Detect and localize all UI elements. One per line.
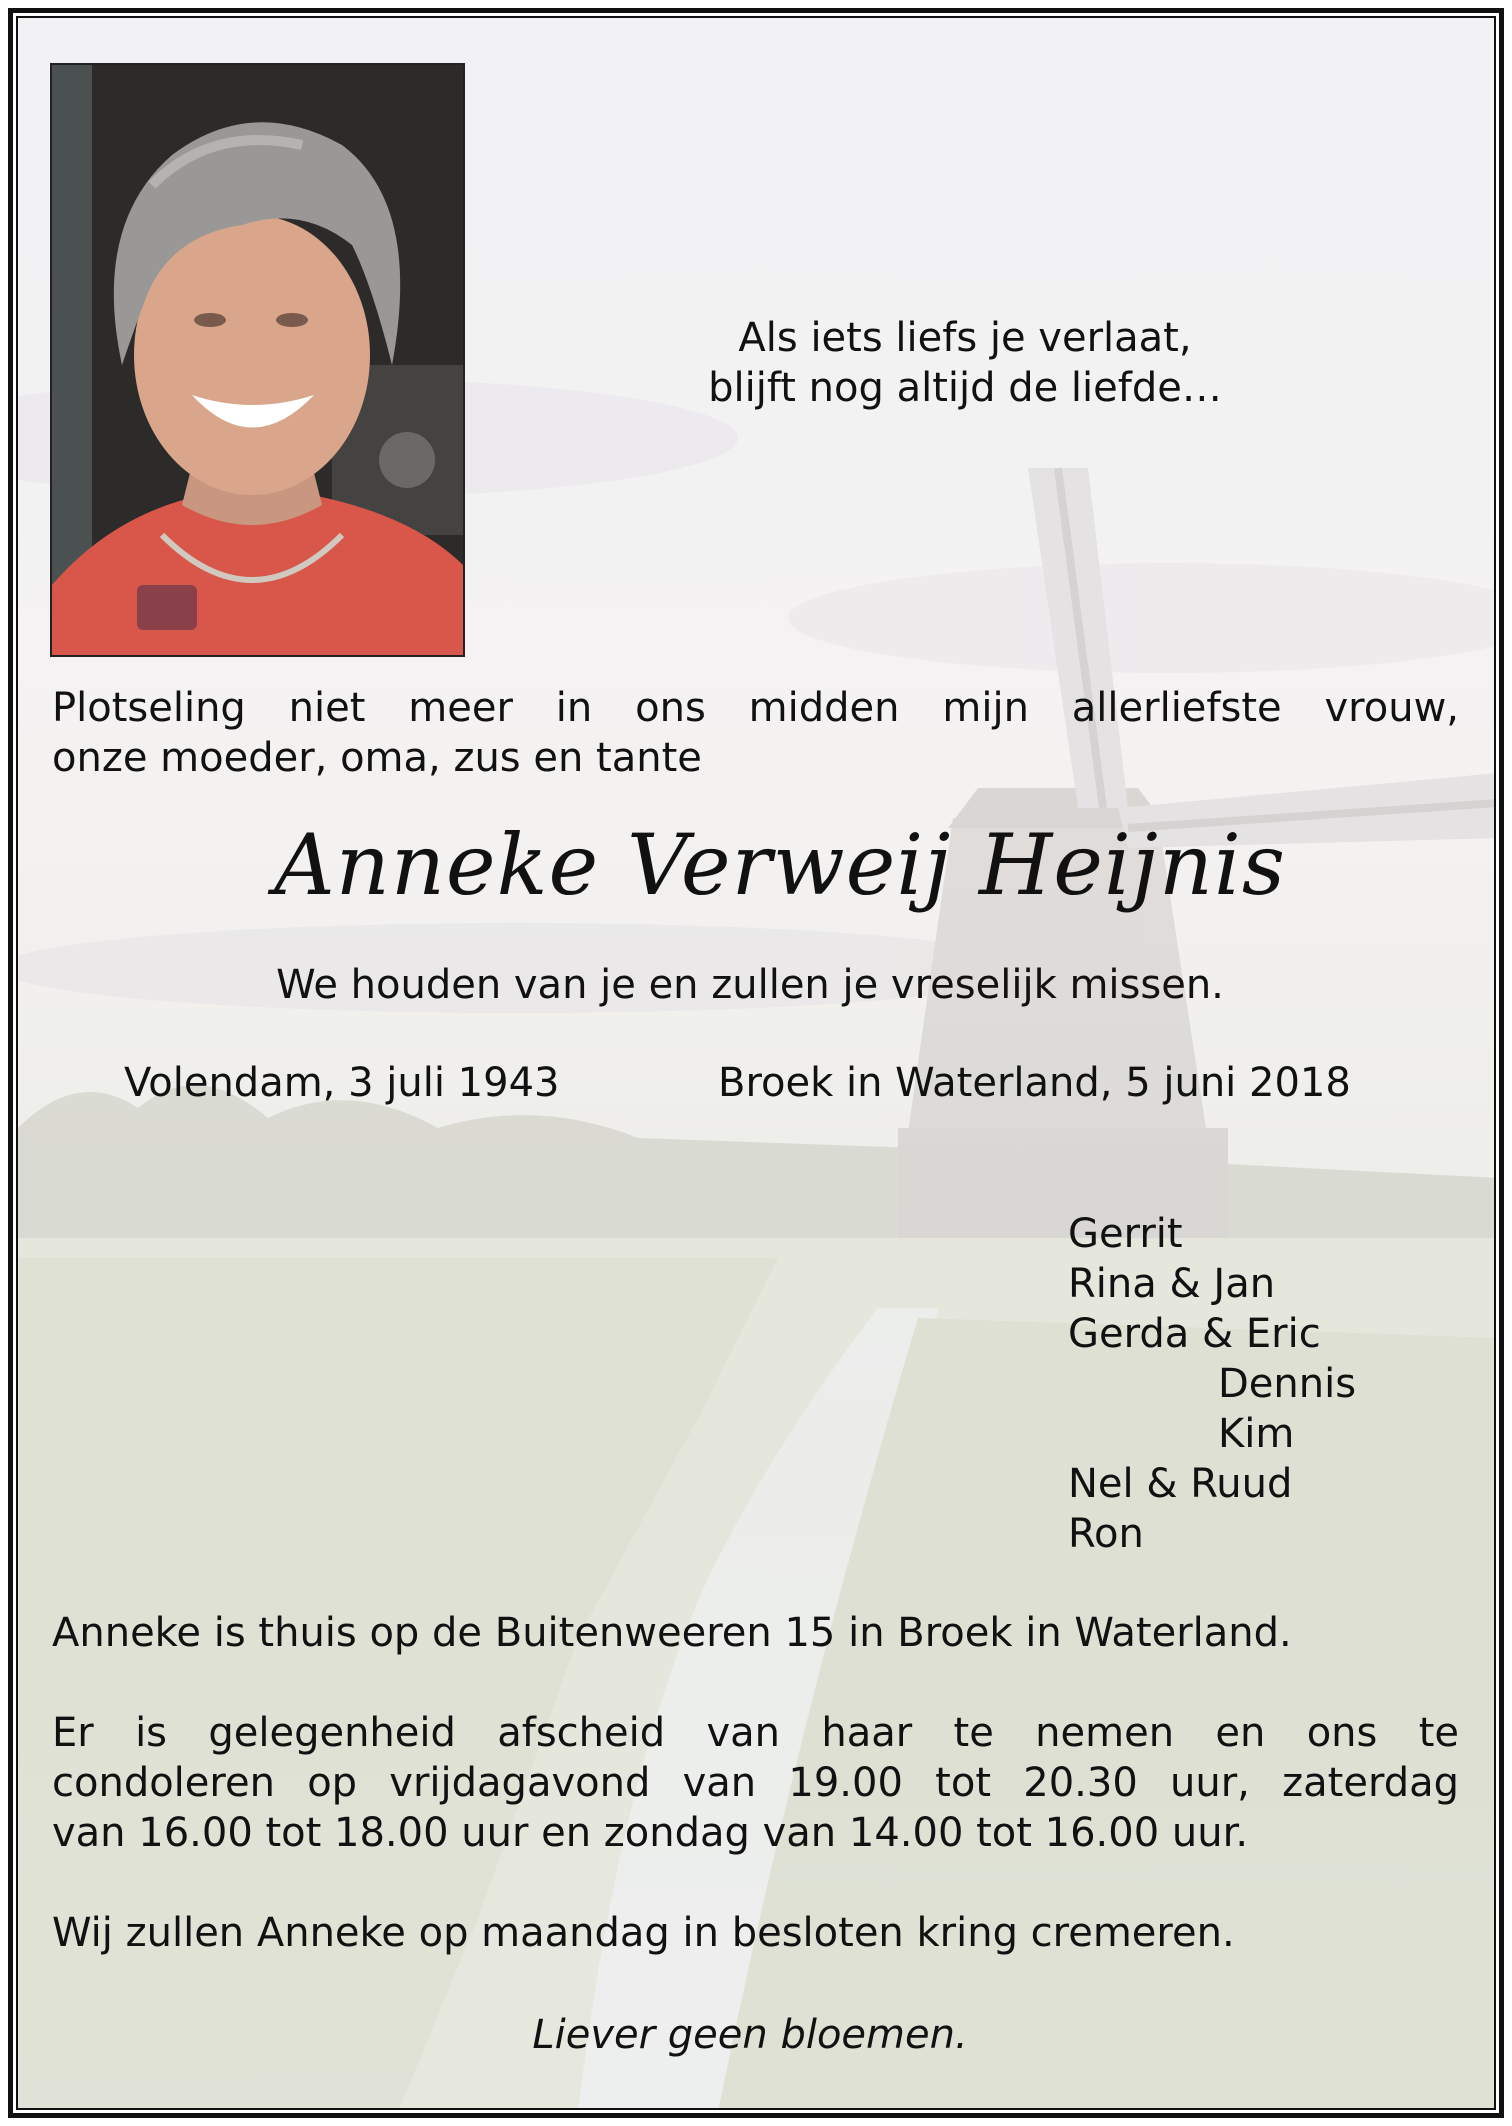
condolence-line-3: van 16.00 tot 18.00 uur en zondag van 14.00 tot 16.00 uur. [52, 1810, 1249, 1856]
poem-quote [620, 313, 1310, 413]
quote-line-1: Als iets liefs je verlaat, [738, 315, 1192, 361]
deceased-name: Anneke Verweij Heijnis [274, 816, 1286, 914]
family-list [1068, 1209, 1356, 1559]
family-member: Gerrit [1068, 1211, 1183, 1257]
condolence-line-2: condoleren op vrijdagavond van 19.00 tot 20.30 uur, zaterdag [52, 1760, 1459, 1806]
condolence-text [52, 1708, 1459, 1858]
condolence-line-1: Er is gelegenheid afscheid van haar te nemen en ons te [52, 1710, 1459, 1756]
family-member: Kim [1218, 1411, 1295, 1457]
family-member: Rina & Jan [1068, 1261, 1276, 1307]
quote-line-2: blijft nog altijd de liefde… [708, 365, 1222, 411]
family-member: Gerda & Eric [1068, 1311, 1321, 1357]
portrait-illustration [52, 65, 463, 655]
family-member: Dennis [1218, 1361, 1357, 1407]
flowers-line: Liever geen bloemen. [532, 2012, 968, 2058]
address-line: Anneke is thuis op de Buitenweeren 15 in Broek in Waterland. [52, 1610, 1292, 1656]
death-date: Broek in Waterland, 5 juni 2018 [718, 1060, 1351, 1106]
intro-line-1: Plotseling niet meer in ons midden mijn allerliefste vrouw, [52, 685, 1459, 731]
portrait-photo [50, 63, 465, 657]
intro-text [52, 683, 1459, 783]
birth-date: Volendam, 3 juli 1943 [124, 1060, 560, 1106]
intro-line-2: onze moeder, oma, zus en tante [52, 735, 702, 781]
cremation-line: Wij zullen Anneke op maandag in besloten kring cremeren. [52, 1910, 1235, 1956]
farewell-line: We houden van je en zullen je vreselijk missen. [276, 962, 1224, 1008]
family-member: Nel & Ruud [1068, 1461, 1293, 1507]
family-member: Ron [1068, 1511, 1144, 1557]
